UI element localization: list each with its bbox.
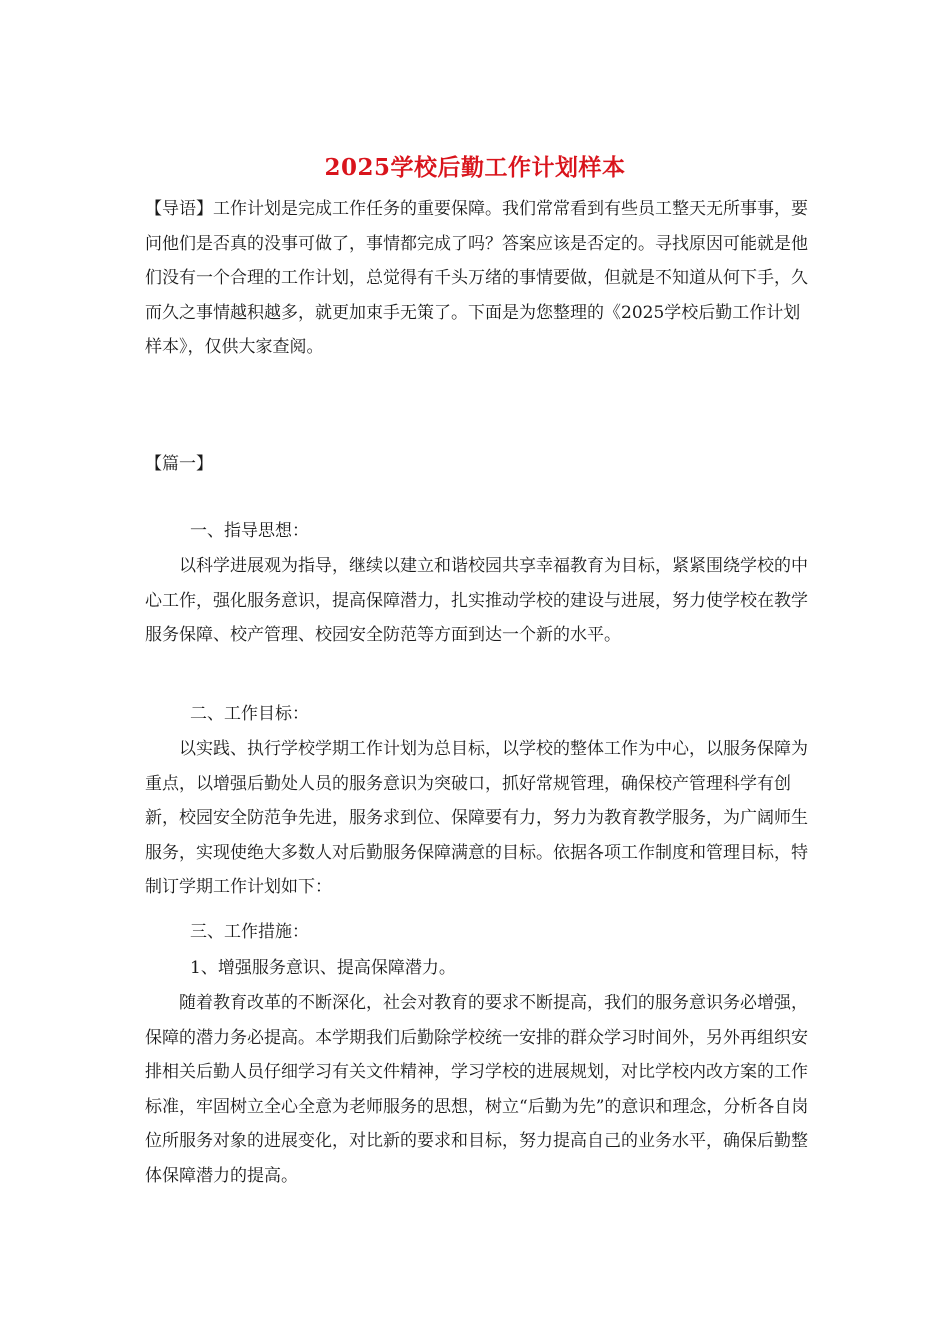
section3-item1-heading: 1、增强服务意识、提高保障潜力。 xyxy=(190,958,456,978)
intro-block xyxy=(145,192,810,365)
part-label: 【篇一】 xyxy=(145,454,213,474)
section2-block xyxy=(145,732,810,905)
section2-body: 以实践、执行学校学期工作计划为总目标，以学校的整体工作为中心，以服务保障为重点，以增强后勤处人员的服务意识为突破口，抓好常规管理，确保校产管理科学有创新，校园安全防范争先进，服务求到位、保障要有力，努力为教育教学服务，为广阔师生服务，实现使绝大多数人对后勤服务保障满意的目标。依据各项工作制度和管理目标，特制订学期工作计划如下： xyxy=(145,739,808,897)
section3-item1-body: 随着教育改革的不断深化，社会对教育的要求不断提高，我们的服务意识务必增强，保障的潜力务必提高。本学期我们后勤除学校统一安排的群众学习时间外，另外再组织安排相关后勤人员仔细学习有关文件精神，学习学校的进展规划，对比学校内改方案的工作标准，牢固树立全心全意为老师服务的思想，树立“后勤为先”的意识和理念，分析各自岗位所服务对象的进展变化，对比新的要求和目标，努力提高自己的业务水平，确保后勤整体保障潜力的提高。 xyxy=(145,993,809,1186)
section3-heading: 三、工作措施： xyxy=(190,922,309,942)
section1-body: 以科学进展观为指导，继续以建立和谐校园共享幸福教育为目标，紧紧围绕学校的中心工作，强化服务意识，提高保障潜力，扎实推动学校的建设与进展，努力使学校在教学服务保障、校产管理、校园安全防范等方面到达一个新的水平。 xyxy=(145,556,808,645)
section1-heading: 一、指导思想： xyxy=(190,521,309,541)
document-title: 2025学校后勤工作计划样本 xyxy=(324,154,626,181)
section1-block xyxy=(145,549,810,653)
intro-paragraph: 【导语】工作计划是完成工作任务的重要保障。我们常常看到有些员工整天无所事事，要问他们是否真的没事可做了，事情都完成了吗？答案应该是否定的。寻找原因可能就是他们没有一个合理的工作计划，总觉得有千头万绪的事情要做，但就是不知道从何下手，久而久之事情越积越多，就更加束手无策了。下面是为您整理的《2025学校后勤工作计划样本》，仅供大家查阅。 xyxy=(145,199,808,357)
section2-heading: 二、工作目标： xyxy=(190,704,309,724)
section3-item1-block xyxy=(145,986,810,1193)
